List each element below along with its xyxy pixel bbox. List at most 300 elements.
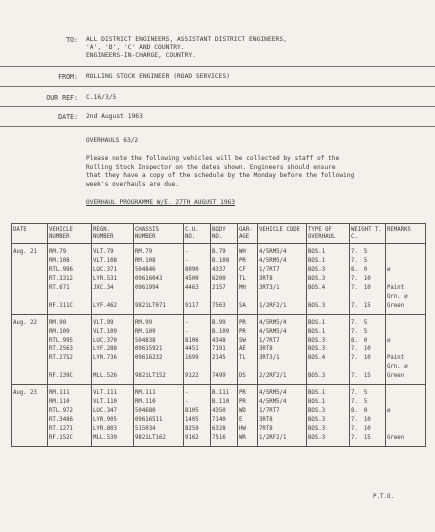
cell-type: BOS.3 bbox=[307, 434, 350, 446]
cell-type: BOS.1 bbox=[307, 244, 350, 257]
table-row bbox=[12, 363, 426, 372]
cell-regn: LYR.803 bbox=[92, 425, 134, 434]
cell-date bbox=[12, 337, 48, 346]
table-row bbox=[12, 425, 426, 434]
cell-regn: VLT.111 bbox=[92, 385, 134, 398]
cell-garage: SA bbox=[238, 302, 258, 314]
cell-weight bbox=[350, 425, 386, 434]
cell-garage bbox=[238, 363, 258, 372]
cell-weight bbox=[350, 275, 386, 284]
cell-cu: 8090 bbox=[184, 266, 211, 275]
cell-type: BOS.1 bbox=[307, 257, 350, 266]
cell-type: BOS.3 bbox=[307, 266, 350, 275]
divider bbox=[0, 126, 435, 127]
cell-regn bbox=[92, 293, 134, 302]
cell-garage: TL bbox=[238, 275, 258, 284]
cell-date bbox=[12, 302, 48, 314]
cell-code: 1/7RT7 bbox=[258, 266, 307, 275]
cell-type: BOS.1 bbox=[307, 314, 350, 327]
cell-body: 2145 bbox=[211, 354, 238, 363]
cell-cu: - bbox=[184, 257, 211, 266]
cell-regn: VLT.79 bbox=[92, 244, 134, 257]
cell-cu: 4463 bbox=[184, 284, 211, 293]
cell-remarks: Green bbox=[386, 302, 426, 314]
cell-date bbox=[12, 416, 48, 425]
cell-code: 1/2RF2/1 bbox=[258, 434, 307, 446]
col-header-chassis: CHASSIS NUMBER bbox=[134, 224, 184, 244]
body-line: that they have a copy of the schedule by the Monday before the following bbox=[86, 172, 355, 180]
cell-cu: 9122 bbox=[184, 372, 211, 384]
cell-vehicle: RM.109 bbox=[48, 328, 92, 337]
weight-cwt: 0 bbox=[363, 267, 368, 274]
table-row bbox=[12, 284, 426, 293]
weight-tons: 7. bbox=[351, 373, 358, 380]
cell-date bbox=[12, 434, 48, 446]
weight-tons: 7. bbox=[351, 285, 358, 292]
cell-garage: PR bbox=[238, 314, 258, 327]
cell-code: 2/2RF2/1 bbox=[258, 372, 307, 384]
cell-garage: PR bbox=[238, 385, 258, 398]
cell-date bbox=[12, 345, 48, 354]
cell-code: 7RT8 bbox=[258, 425, 307, 434]
weight-cwt: 0 bbox=[363, 407, 368, 414]
cell-type: BOS.3 bbox=[307, 337, 350, 346]
weight-cwt: 5 bbox=[363, 249, 368, 256]
cell-date: Aug. 21 bbox=[12, 244, 48, 257]
cell-garage: HW bbox=[238, 425, 258, 434]
cell-regn: MLL.526 bbox=[92, 372, 134, 384]
cell-vehicle: RT.671 bbox=[48, 284, 92, 293]
weight-tons: 7. bbox=[351, 416, 358, 423]
cell-chassis: 515034 bbox=[134, 425, 184, 434]
cell-body: 7563 bbox=[211, 302, 238, 314]
table-row bbox=[12, 434, 426, 446]
cell-remarks: Green bbox=[386, 434, 426, 446]
cell-regn: LYR.531 bbox=[92, 275, 134, 284]
cell-garage: WD bbox=[238, 407, 258, 416]
from-value: ROLLING STOCK ENGINEER (ROAD SERVICES) bbox=[86, 73, 231, 80]
cell-weight bbox=[350, 385, 386, 398]
cell-code: 1/2RF2/1 bbox=[258, 302, 307, 314]
cell-weight bbox=[350, 293, 386, 302]
date-row bbox=[0, 113, 435, 123]
cell-date bbox=[12, 293, 48, 302]
cell-code bbox=[258, 293, 307, 302]
table-row bbox=[12, 398, 426, 407]
cell-weight bbox=[350, 372, 386, 384]
cell-type: BOS.3 bbox=[307, 407, 350, 416]
cell-vehicle: RM.90 bbox=[48, 314, 92, 327]
cell-weight bbox=[350, 257, 386, 266]
cell-chassis: 09616043 bbox=[134, 275, 184, 284]
cell-remarks bbox=[386, 425, 426, 434]
programme-title: OVERHAUL PROGRAMME W/E. 27TH AUGUST 1963 bbox=[86, 199, 236, 206]
cell-code: 3RT8 bbox=[258, 345, 307, 354]
cell-chassis: 9821LT162 bbox=[134, 434, 184, 446]
col-header-body: BODY NO. bbox=[211, 224, 238, 244]
cell-garage: DS bbox=[238, 372, 258, 384]
cell-regn: VLT.110 bbox=[92, 398, 134, 407]
cell-weight bbox=[350, 398, 386, 407]
col-header-cu: C.U. NO. bbox=[184, 224, 211, 244]
cell-body: 4337 bbox=[211, 266, 238, 275]
weight-tons: 7. bbox=[351, 258, 358, 265]
weight-cwt: 10 bbox=[363, 276, 371, 283]
cell-vehicle: RTL.996 bbox=[48, 266, 92, 275]
cell-type: BOS.4 bbox=[307, 354, 350, 363]
cell-vehicle: RM.79 bbox=[48, 244, 92, 257]
to-line-1: ALL DISTRICT ENGINEERS, ASSISTANT DISTRICT ENGINEERS, bbox=[86, 36, 287, 43]
cell-remarks bbox=[386, 275, 426, 284]
cell-code: 4/5RM5/4 bbox=[258, 385, 307, 398]
weight-tons: 7. bbox=[351, 328, 358, 335]
cell-chassis: RM.79 bbox=[134, 244, 184, 257]
cell-weight bbox=[350, 354, 386, 363]
table-row bbox=[12, 314, 426, 327]
cell-type bbox=[307, 363, 350, 372]
table-row bbox=[12, 416, 426, 425]
col-header-date: DATE bbox=[12, 224, 48, 244]
cell-remarks: ∅ bbox=[386, 337, 426, 346]
cell-vehicle: RT.1271 bbox=[48, 425, 92, 434]
cell-body: 7140 bbox=[211, 416, 238, 425]
table-row bbox=[12, 328, 426, 337]
cell-weight bbox=[350, 363, 386, 372]
cell-remarks: Paint bbox=[386, 284, 426, 293]
weight-cwt: 15 bbox=[363, 373, 371, 380]
cell-vehicle: RT.3486 bbox=[48, 416, 92, 425]
cell-chassis: 9821LT071 bbox=[134, 302, 184, 314]
from-label: FROM: bbox=[58, 73, 78, 81]
ref-label: OUR REF: bbox=[46, 94, 78, 102]
cell-body: B.108 bbox=[211, 257, 238, 266]
cell-chassis: RM.99 bbox=[134, 314, 184, 327]
subject: OVERHAULS 63/2 bbox=[86, 137, 139, 144]
cell-cu: - bbox=[184, 328, 211, 337]
body-line: Rolling Stock Inspector on the dates shown. Engineers should ensure bbox=[86, 163, 336, 171]
cell-chassis: 504838 bbox=[134, 337, 184, 346]
cell-vehicle bbox=[48, 363, 92, 372]
cell-date bbox=[12, 372, 48, 384]
cell-body: B.111 bbox=[211, 385, 238, 398]
cell-remarks: ∅ bbox=[386, 407, 426, 416]
cell-remarks bbox=[386, 345, 426, 354]
weight-cwt: 10 bbox=[363, 425, 371, 432]
cell-cu: 8105 bbox=[184, 407, 211, 416]
cell-date bbox=[12, 328, 48, 337]
cell-garage: CF bbox=[238, 266, 258, 275]
to-label: TO: bbox=[66, 36, 78, 44]
table-row bbox=[12, 345, 426, 354]
cell-type: BOS.1 bbox=[307, 398, 350, 407]
table-row bbox=[12, 257, 426, 266]
weight-cwt: 15 bbox=[363, 434, 371, 441]
weight-tons: 8. bbox=[351, 337, 358, 344]
cell-remarks bbox=[386, 398, 426, 407]
cell-vehicle: RT.2752 bbox=[48, 354, 92, 363]
cell-regn: VLT.109 bbox=[92, 328, 134, 337]
cell-garage bbox=[238, 293, 258, 302]
cell-weight bbox=[350, 328, 386, 337]
cell-code: 3RT3/1 bbox=[258, 354, 307, 363]
memo-body bbox=[86, 155, 354, 189]
weight-cwt: 5 bbox=[363, 328, 368, 335]
divider bbox=[0, 86, 435, 87]
weight-cwt: 15 bbox=[363, 302, 371, 309]
weight-cwt: 0 bbox=[363, 337, 368, 344]
date-label: DATE: bbox=[58, 113, 78, 121]
cell-vehicle: RM.108 bbox=[48, 257, 92, 266]
cell-vehicle: RF.152C bbox=[48, 434, 92, 446]
cell-type: BOS.3 bbox=[307, 425, 350, 434]
cell-date: Aug. 22 bbox=[12, 314, 48, 327]
cell-garage: PR bbox=[238, 398, 258, 407]
body-line: Please note the following vehicles will be collected by staff of the bbox=[86, 155, 340, 162]
cell-garage: WR bbox=[238, 434, 258, 446]
table-row bbox=[12, 407, 426, 416]
weight-cwt: 5 bbox=[363, 319, 368, 326]
cell-remarks bbox=[386, 257, 426, 266]
cell-remarks: Grn. ∅ bbox=[386, 363, 426, 372]
cell-cu: - bbox=[184, 314, 211, 327]
cell-date bbox=[12, 398, 48, 407]
weight-cwt: 5 bbox=[363, 258, 368, 265]
cell-chassis: 0961994 bbox=[134, 284, 184, 293]
cell-body: B.99 bbox=[211, 314, 238, 327]
cell-remarks bbox=[386, 328, 426, 337]
cell-cu: - bbox=[184, 398, 211, 407]
from-row bbox=[0, 73, 435, 83]
cell-vehicle bbox=[48, 293, 92, 302]
weight-tons: 8. bbox=[351, 267, 358, 274]
cell-remarks: Green bbox=[386, 372, 426, 384]
weight-cwt: 10 bbox=[363, 346, 371, 353]
cell-cu: - bbox=[184, 244, 211, 257]
cell-chassis: RM.110 bbox=[134, 398, 184, 407]
weight-tons: 7. bbox=[351, 346, 358, 353]
cell-regn: LYR.736 bbox=[92, 354, 134, 363]
cell-vehicle: RM.110 bbox=[48, 398, 92, 407]
cell-date bbox=[12, 257, 48, 266]
cell-weight bbox=[350, 266, 386, 275]
cell-cu: 4451 bbox=[184, 345, 211, 354]
cell-body: 7191 bbox=[211, 345, 238, 354]
cell-cu: 8259 bbox=[184, 425, 211, 434]
cell-garage: PR bbox=[238, 257, 258, 266]
footer-pto: P.T.O. bbox=[373, 494, 394, 500]
cell-weight bbox=[350, 345, 386, 354]
col-header-garage: GAR- AGE bbox=[238, 224, 258, 244]
cell-body: 7499 bbox=[211, 372, 238, 384]
to-line-3: ENGINEERS-IN-CHARGE, COUNTRY. bbox=[86, 52, 196, 59]
cell-type: BOS.4 bbox=[307, 284, 350, 293]
col-header-type: TYPE OF OVERHAUL bbox=[307, 224, 350, 244]
cell-body: B.109 bbox=[211, 328, 238, 337]
cell-date bbox=[12, 284, 48, 293]
cell-chassis: RM.109 bbox=[134, 328, 184, 337]
cell-chassis: 504680 bbox=[134, 407, 184, 416]
cell-vehicle: RM.111 bbox=[48, 385, 92, 398]
cell-weight bbox=[350, 434, 386, 446]
cell-weight bbox=[350, 416, 386, 425]
weight-tons: 7. bbox=[351, 249, 358, 256]
cell-type bbox=[307, 293, 350, 302]
cell-cu: 9117 bbox=[184, 302, 211, 314]
cell-garage: SW bbox=[238, 337, 258, 346]
cell-garage: TL bbox=[238, 354, 258, 363]
cell-weight bbox=[350, 407, 386, 416]
weight-tons: 7. bbox=[351, 276, 358, 283]
cell-cu bbox=[184, 363, 211, 372]
cell-vehicle: RT.2563 bbox=[48, 345, 92, 354]
cell-body: B.79 bbox=[211, 244, 238, 257]
cell-vehicle: RF.111C bbox=[48, 302, 92, 314]
cell-remarks: Grn. ∅ bbox=[386, 293, 426, 302]
cell-chassis bbox=[134, 293, 184, 302]
cell-cu: 1699 bbox=[184, 354, 211, 363]
to-block bbox=[0, 36, 435, 66]
weight-tons: 7. bbox=[351, 390, 358, 397]
cell-code: 4/5RM5/4 bbox=[258, 257, 307, 266]
cell-type: BOS.3 bbox=[307, 372, 350, 384]
weight-cwt: 5 bbox=[363, 390, 368, 397]
cell-type: BOS.3 bbox=[307, 302, 350, 314]
weight-tons: 7. bbox=[351, 302, 358, 309]
divider bbox=[0, 106, 435, 107]
cell-chassis: 9821LT152 bbox=[134, 372, 184, 384]
cell-chassis: 09616511 bbox=[134, 416, 184, 425]
to-line-2: 'A', 'B', 'C' AND COUNTRY. bbox=[86, 44, 185, 51]
table-row bbox=[12, 385, 426, 398]
cell-chassis: 09616232 bbox=[134, 354, 184, 363]
weight-cwt: 10 bbox=[363, 285, 371, 292]
cell-type: BOS.3 bbox=[307, 275, 350, 284]
cell-date: Aug. 23 bbox=[12, 385, 48, 398]
cell-code: 4/5RM5/4 bbox=[258, 314, 307, 327]
cell-chassis: RM.108 bbox=[134, 257, 184, 266]
cell-garage: AE bbox=[238, 345, 258, 354]
cell-code: 3RT8 bbox=[258, 275, 307, 284]
table-row bbox=[12, 354, 426, 363]
col-header-vehicle: VEHICLE NUMBER bbox=[48, 224, 92, 244]
divider bbox=[0, 66, 435, 67]
cell-body: 4348 bbox=[211, 337, 238, 346]
cell-code: 3RT8 bbox=[258, 416, 307, 425]
cell-chassis bbox=[134, 363, 184, 372]
cell-weight bbox=[350, 244, 386, 257]
cell-garage: WH bbox=[238, 244, 258, 257]
cell-remarks: ∅ bbox=[386, 266, 426, 275]
weight-tons: 7. bbox=[351, 355, 358, 362]
col-header-remarks: REMARKS bbox=[386, 224, 426, 244]
table-row bbox=[12, 275, 426, 284]
cell-body: 7516 bbox=[211, 434, 238, 446]
cell-date bbox=[12, 266, 48, 275]
cell-code: 4/5RM5/4 bbox=[258, 398, 307, 407]
cell-body: 4350 bbox=[211, 407, 238, 416]
cell-cu: 4500 bbox=[184, 275, 211, 284]
cell-chassis: 09615921 bbox=[134, 345, 184, 354]
cell-regn: VLT.108 bbox=[92, 257, 134, 266]
cell-type: BOS.1 bbox=[307, 385, 350, 398]
cell-garage: MH bbox=[238, 284, 258, 293]
cell-cu: 9162 bbox=[184, 434, 211, 446]
cell-code: 4/5RM5/4 bbox=[258, 244, 307, 257]
cell-vehicle: RF.139C bbox=[48, 372, 92, 384]
cell-cu: - bbox=[184, 385, 211, 398]
cell-code: 4/5RM5/4 bbox=[258, 328, 307, 337]
col-header-code: VEHICLE CODE bbox=[258, 224, 307, 244]
ref-value: C.16/3/5 bbox=[86, 94, 117, 101]
cell-regn: LYR.905 bbox=[92, 416, 134, 425]
weight-cwt: 5 bbox=[363, 399, 368, 405]
cell-regn: LUC.347 bbox=[92, 407, 134, 416]
date-value: 2nd August 1963 bbox=[86, 113, 143, 120]
col-header-weight: WEIGHT T. C. bbox=[350, 224, 386, 244]
table-row bbox=[12, 266, 426, 275]
table-header-row bbox=[12, 224, 426, 244]
cell-chassis: RM.111 bbox=[134, 385, 184, 398]
ref-row bbox=[0, 94, 435, 104]
weight-cwt: 10 bbox=[363, 416, 371, 423]
cell-type: BOS.3 bbox=[307, 345, 350, 354]
cell-date bbox=[12, 363, 48, 372]
cell-body bbox=[211, 293, 238, 302]
table-row bbox=[12, 244, 426, 257]
overhaul-table bbox=[11, 223, 426, 447]
weight-tons: 7. bbox=[351, 319, 358, 326]
cell-remarks: Paint bbox=[386, 354, 426, 363]
cell-remarks bbox=[386, 416, 426, 425]
cell-body: 2157 bbox=[211, 284, 238, 293]
table-row bbox=[12, 302, 426, 314]
cell-weight bbox=[350, 337, 386, 346]
weight-tons: 7. bbox=[351, 425, 358, 432]
cell-body bbox=[211, 363, 238, 372]
table-row bbox=[12, 372, 426, 384]
cell-type: BOS.3 bbox=[307, 416, 350, 425]
cell-regn: MLL.539 bbox=[92, 434, 134, 446]
cell-garage: E bbox=[238, 416, 258, 425]
weight-tons: 8. bbox=[351, 407, 358, 414]
cell-regn bbox=[92, 363, 134, 372]
cell-vehicle: RTL.995 bbox=[48, 337, 92, 346]
cell-date bbox=[12, 354, 48, 363]
cell-regn: VLT.99 bbox=[92, 314, 134, 327]
cell-chassis: 504846 bbox=[134, 266, 184, 275]
cell-type: BOS.1 bbox=[307, 328, 350, 337]
cell-weight bbox=[350, 284, 386, 293]
col-header-regn: REGN. NUMBER bbox=[92, 224, 134, 244]
cell-cu: 8106 bbox=[184, 337, 211, 346]
table-row bbox=[12, 337, 426, 346]
cell-body: 6328 bbox=[211, 425, 238, 434]
cell-body: 6200 bbox=[211, 275, 238, 284]
cell-remarks bbox=[386, 314, 426, 327]
weight-tons: 7. bbox=[351, 399, 358, 405]
cell-cu bbox=[184, 293, 211, 302]
cell-regn: JXC.34 bbox=[92, 284, 134, 293]
cell-regn: LUC.371 bbox=[92, 266, 134, 275]
cell-regn: LYF.288 bbox=[92, 345, 134, 354]
body-line: week's overhauls are due. bbox=[86, 180, 180, 188]
cell-code: 1/7RT7 bbox=[258, 337, 307, 346]
cell-garage: PR bbox=[238, 328, 258, 337]
cell-code: 1/7RT7 bbox=[258, 407, 307, 416]
cell-code: 3RT3/1 bbox=[258, 284, 307, 293]
cell-date bbox=[12, 275, 48, 284]
cell-weight bbox=[350, 314, 386, 327]
